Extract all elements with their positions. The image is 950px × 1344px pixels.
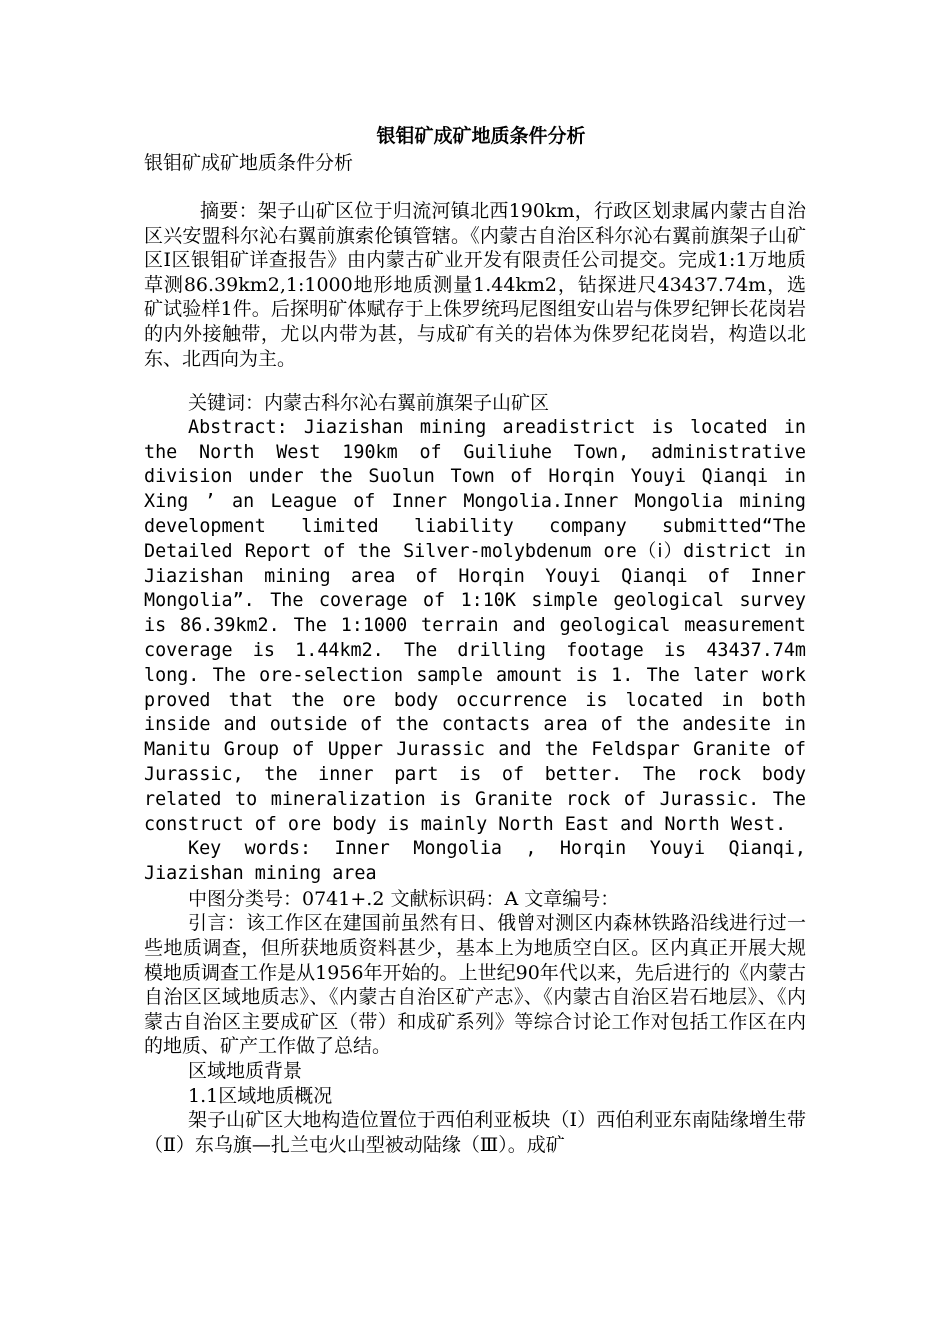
section-body-paragraph: 架子山矿区大地构造位置位于西伯利亚板块（Ⅰ）西伯利亚东南陆缘增生带（Ⅱ）东乌旗—扎兰屯火山型被动陆缘（Ⅲ）。成矿: [144, 1109, 806, 1156]
document-subtitle: 银钼矿成矿地质条件分析: [144, 152, 354, 174]
keywords-en-paragraph: Key words: Inner Mongolia , Horqin Youyi Qianqi, Jiazishan mining area: [144, 838, 806, 885]
subsection-heading: 1.1区域地质概况: [188, 1084, 333, 1107]
page-title: 银钼矿成矿地质条件分析: [376, 125, 586, 147]
keywords-cn-paragraph: 关键词：内蒙古科尔沁右翼前旗架子山矿区: [188, 392, 550, 415]
section-heading: 区域地质背景: [188, 1060, 303, 1083]
intro-paragraph: 引言：该工作区在建国前虽然有日、俄曾对测区内森林铁路沿线进行过一些地质调查，但所获地质资料甚少，基本上为地质空白区。区内真正开展大规模地质调查工作是从1956年开始的。上世纪90年代以来，先后进行的《内蒙古自治区区域地质志》、《内蒙古自治区矿产志》、《内蒙古自治区岩石地层》、《内蒙古自治区主要成矿区（带）和成矿系列》等综合讨论工作对包括工作区在内的地质、矿产工作做了总结。: [144, 912, 806, 1058]
abstract-cn-paragraph: 摘要：架子山矿区位于归流河镇北西190km，行政区划隶属内蒙古自治区兴安盟科尔沁右翼前旗索伦镇管辖。《内蒙古自治区科尔沁右翼前旗架子山矿区Ⅰ区银钼矿详查报告》由内蒙古矿业开发有限责任公司提交。完成1:1万地质草测86.39km2,1:1000地形地质测量1.44km2，钻探进尺43437.74m，选矿试验样1件。后探明矿体赋存于上侏罗统玛尼图组安山岩与侏罗纪钾长花岗岩的内外接触带，尤以内带为甚，与成矿有关的岩体为侏罗纪花岗岩，构造以北东、北西向为主。: [144, 200, 806, 370]
classification-line: 中图分类号：0741+.2 文献标识码：A 文章编号：: [188, 887, 620, 910]
abstract-en-paragraph: Abstract: Jiazishan mining areadistrict is located in the North West 190km of Guiliuhe Town, administrative division under the Suolun Town of Horqin Youyi Qianqi in Xing ’ an League of Inner Mongolia.Inner Mongolia mining development limited liability company submitted“The Detailed Report of the Silver-molybdenum ore（ⅰ）district in Jiazishan mining area of Horqin Youyi Qianqi of Inner Mongolia”. The coverage of 1:10K simple geological survey is 86.39km2. The 1:1000 terrain and geological measurement coverage is 1.44km2. The drilling footage is 43437.74m long. The ore-selection sample amount is 1. The later work proved that the ore body occurrence is located in both inside and outside of the contacts area of the andesite in Manitu Group of Upper Jurassic and the Feldspar Granite of Jurassic, the inner part is of better. The rock body related to mineralization is Granite rock of Jurassic. The construct of ore body is mainly North East and North West.: [144, 416, 806, 835]
document-body: [144, 122, 806, 1157]
